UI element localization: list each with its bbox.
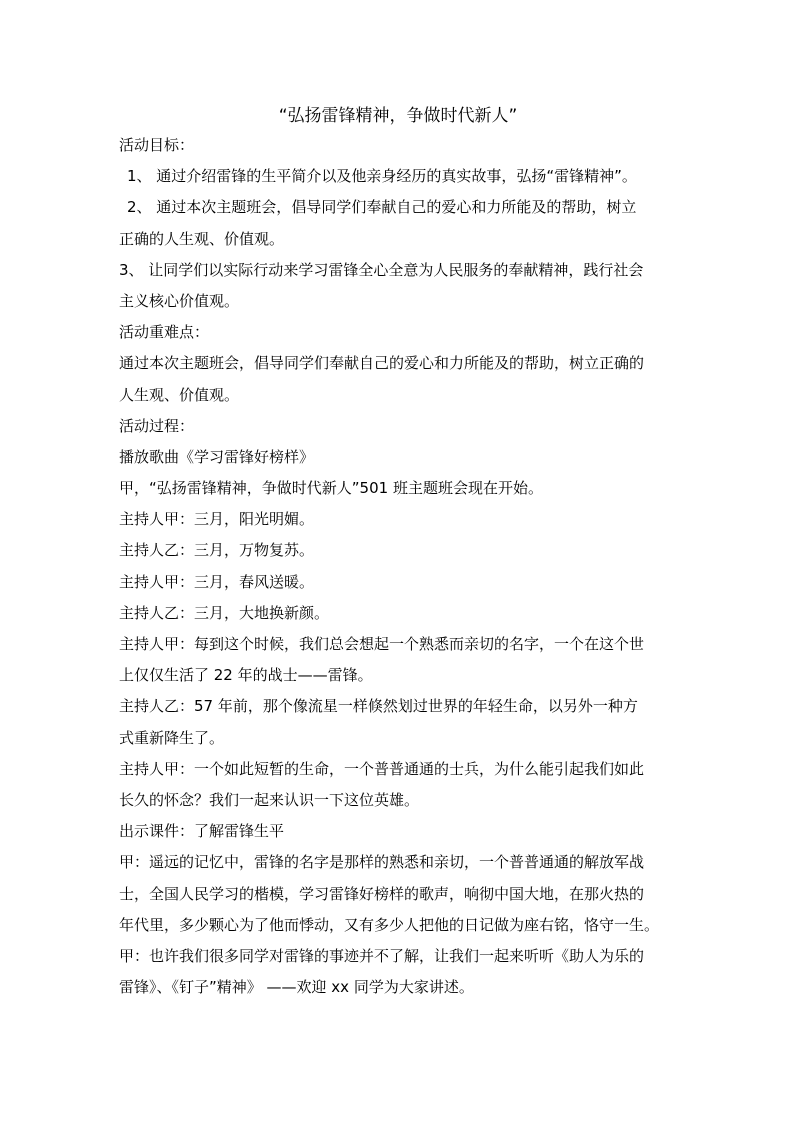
text-line: 3、 让同学们以实际行动来学习雷锋全心全意为人民服务的奉献精神，践行社会 [119, 260, 644, 279]
text-line: 上仅仅生活了 22 年的战士——雷锋。 [119, 666, 373, 685]
text-line: 甲：遥远的记忆中，雷锋的名字是那样的熟悉和亲切，一个普普通通的解放军战 [119, 853, 645, 872]
text-line: 主持人乙：三月，大地换新颜。 [119, 603, 330, 622]
text-line: 主持人甲：一个如此短暂的生命，一个普普通通的士兵，为什么能引起我们如此 [119, 759, 645, 778]
document-title: “弘扬雷锋精神，争做时代新人” [278, 106, 518, 126]
text-line: 年代里，多少颗心为了他而悸动，又有多少人把他的日记做为座右铭，恪守一生。 [119, 915, 660, 934]
text-line: 活动重难点： [119, 323, 210, 342]
text-line: 活动过程： [119, 416, 195, 435]
text-line: 主持人乙：三月，万物复苏。 [119, 541, 315, 560]
text-line: 式重新降生了。 [119, 728, 225, 747]
text-line: 主义核心价值观。 [119, 291, 240, 310]
document-body [119, 102, 677, 1003]
text-line: 主持人甲：三月，春风送暖。 [119, 572, 315, 591]
text-line: 出示课件：了解雷锋生平 [119, 822, 285, 841]
text-line: 士，全国人民学习的楷模，学习雷锋好榜样的歌声，响彻中国大地，在那火热的 [119, 884, 645, 903]
text-line: 2、 通过本次主题班会，倡导同学们奉献自己的爱心和力所能及的帮助，树立 [127, 198, 637, 217]
text-line: 播放歌曲《学习雷锋好榜样》 [119, 447, 315, 466]
text-line: 活动目标： [119, 136, 195, 154]
text-line: 通过本次主题班会，倡导同学们奉献自己的爱心和力所能及的帮助，树立正确的 [119, 354, 645, 373]
text-line: 人生观、价值观。 [119, 385, 240, 404]
text-line: 正确的人生观、价值观。 [119, 229, 285, 248]
text-line: 长久的怀念？我们一起来认识一下这位英雄。 [119, 790, 420, 809]
text-line: 主持人甲：三月，阳光明媚。 [119, 510, 315, 529]
text-line: 甲：也许我们很多同学对雷锋的事迹并不了解，让我们一起来听听《助人为乐的 [119, 946, 645, 965]
text-line: 雷锋》、《钉子”精神》 ——欢迎 xx 同学为大家讲述。 [119, 978, 474, 997]
text-line: 甲，“弘扬雷锋精神，争做时代新人”501 班主题班会现在开始。 [119, 479, 543, 498]
text-line: 主持人乙：57 年前，那个像流星一样倏然划过世界的年轻生命，以另外一种方 [119, 697, 638, 716]
text-line: 主持人甲：每到这个时候，我们总会想起一个熟悉而亲切的名字，一个在这个世 [119, 635, 645, 653]
text-line: 1、 通过介绍雷锋的生平简介以及他亲身经历的真实故事，弘扬“雷锋精神”。 [127, 167, 637, 186]
